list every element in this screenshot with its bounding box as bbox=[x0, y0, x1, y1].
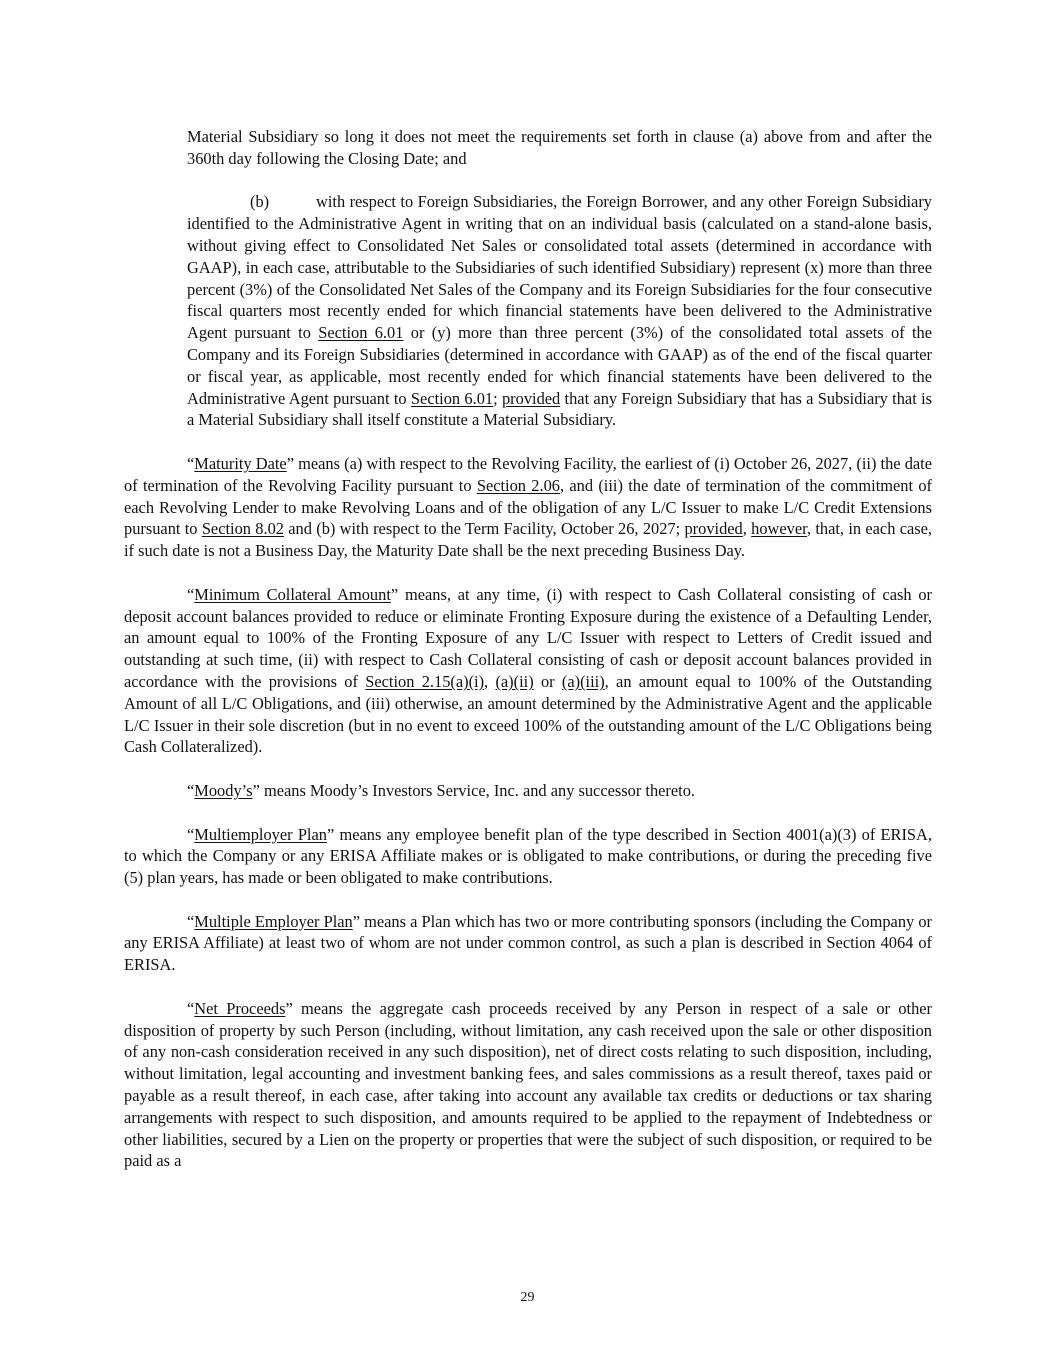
section-reference: (a)(iii) bbox=[561, 671, 605, 691]
open-quote: “ bbox=[187, 824, 195, 844]
provided-term: provided bbox=[684, 519, 743, 539]
definition-text: , and (iii) the date of termination of the commitment of each Revolving Lender to make Revolving Loans and of the obligation of any L/C Issuer to make L/C Credit Extensions pursuant to bbox=[124, 475, 932, 539]
definition-text: ” means the aggregate cash proceeds received by any Person in respect of a sale or other disposition of property by such Person (including, without limitation, any cash received upon the sale or other disposition of any non-cash consideration received in any such disposition), net of direct costs relating to such disposition, including, without limitation, legal accounting and investment banking fees, and sales commissions as a result thereof, taxes paid or payable as a result thereof, in each case, after taking into account any available tax credits or deductions or tax sharing arrangements with respect to such disposition, and amounts required to be applied to the repayment of Indebtedness or other liabilities, secured by a Lien on the property or properties that were the subject of such disposition, or required to be paid as a bbox=[124, 998, 932, 1171]
page-number: 29 bbox=[520, 1290, 535, 1305]
defined-term: Maturity Date bbox=[194, 453, 287, 473]
definition-moodys bbox=[124, 780, 932, 802]
definition-text: or bbox=[533, 671, 562, 691]
page-body bbox=[124, 126, 932, 1194]
open-quote: “ bbox=[187, 584, 195, 604]
open-quote: “ bbox=[187, 780, 195, 800]
clause-label: (b) bbox=[250, 192, 270, 212]
section-reference: Section 2.15(a)(i) bbox=[365, 671, 485, 691]
defined-term: Net Proceeds bbox=[194, 998, 286, 1018]
definition-text: ” means Moody’s Investors Service, Inc. and any successor thereto. bbox=[252, 780, 695, 800]
clause-text: that any Foreign Subsidiary that has a Subsidiary that is a Material Subsidiary shall itself constitute a Material Subsidiary. bbox=[187, 388, 933, 430]
definition-text: , that, in each case, if such date is not a Business Day, the Maturity Date shall be the next preceding Business Day. bbox=[124, 519, 932, 561]
section-reference: Section 8.02 bbox=[201, 519, 284, 539]
definition-multiemployer-plan bbox=[124, 824, 932, 889]
section-reference: Section 2.06 bbox=[476, 475, 560, 495]
open-quote: “ bbox=[187, 998, 195, 1018]
definition-text: and (b) with respect to the Term Facility, October 26, 2027; bbox=[283, 519, 685, 539]
definition-net-proceeds bbox=[124, 998, 932, 1172]
material-subsidiary-continuation bbox=[187, 126, 932, 170]
clause-text: ; bbox=[493, 388, 502, 408]
defined-term: Multiemployer Plan bbox=[194, 824, 327, 844]
definition-text: ” means a Plan which has two or more contributing sponsors (including the Company or any ERISA Affiliate) at least two of whom are not under common control, as such a plan is described in Section 4064 of ERISA. bbox=[124, 911, 932, 975]
definition-text: , bbox=[484, 671, 496, 691]
provided-term: provided bbox=[501, 388, 561, 408]
definition-minimum-collateral-amount bbox=[124, 584, 932, 758]
clause-text: with respect to Foreign Subsidiaries, the Foreign Borrower, and any other Foreign Subsidiary identified to the Administrative Agent in writing that on an individual basis (calculated on a stand-alone basis, without giving effect to Consolidated Net Sales or consolidated total assets (determined in accordance with GAAP), in each case, attributable to the Subsidiaries of such identified Subsidiary) represent (x) more than three percent (3%) of the Consolidated Net Sales of the Company and its Foreign Subsidiaries for the four consecutive fiscal quarters most recently ended for which financial statements have been delivered to the Administrative Agent pursuant to bbox=[187, 192, 932, 343]
section-reference: (a)(ii) bbox=[495, 671, 534, 691]
definition-text: ” means (a) with respect to the Revolving Facility, the earliest of (i) October 26, 2027, (ii) the date of termination of the Revolving Facility pursuant to bbox=[124, 453, 933, 495]
definition-maturity-date bbox=[124, 453, 932, 562]
defined-term: Moody’s bbox=[194, 780, 253, 800]
clause-b-paragraph bbox=[187, 191, 932, 431]
open-quote: “ bbox=[187, 453, 195, 473]
clause-text: or (y) more than three percent (3%) of the consolidated total assets of the Company and its Foreign Subsidiaries (determined in accordance with GAAP) as of the end of the fiscal quarter or fiscal year, as applicable, most recently ended for which financial statements have been delivered to the Administrative Agent pursuant to bbox=[187, 323, 933, 408]
however-term: however bbox=[751, 519, 807, 539]
definition-multiple-employer-plan bbox=[124, 911, 932, 976]
open-quote: “ bbox=[187, 911, 195, 931]
defined-term: Multiple Employer Plan bbox=[194, 911, 353, 931]
defined-term: Minimum Collateral Amount bbox=[194, 584, 391, 604]
definition-text: , bbox=[742, 519, 752, 539]
section-reference: Section 6.01 bbox=[318, 323, 404, 343]
section-reference: Section 6.01 bbox=[410, 388, 494, 408]
definition-text: ” means, at any time, (i) with respect to Cash Collateral consisting of cash or deposit account balances provided to reduce or eliminate Fronting Exposure during the existence of a Defaulting Lender, an amount equal to 100% of the Fronting Exposure of any L/C Issuer with respect to Letters of Credit issued and outstanding at such time, (ii) with respect to Cash Collateral consisting of cash or deposit account balances provided in accordance with the provisions of bbox=[124, 584, 933, 691]
definition-text: , an amount equal to 100% of the Outstanding Amount of all L/C Obligations, and (iii) otherwise, an amount determined by the Administrative Agent and the applicable L/C Issuer in their sole discretion (but in no event to exceed 100% of the outstanding amount of the L/C Obligations being Cash Collateralized). bbox=[124, 671, 932, 757]
definition-text: ” means any employee benefit plan of the type described in Section 4001(a)(3) of ERISA, to which the Company or any ERISA Affiliate makes or is obligated to make contributions, or during the preceding five (5) plan years, has made or been obligated to make contributions. bbox=[124, 824, 932, 888]
paragraph-text: Material Subsidiary so long it does not meet the requirements set forth in clause (a) above from and after the 360th day following the Closing Date; and bbox=[187, 127, 932, 168]
